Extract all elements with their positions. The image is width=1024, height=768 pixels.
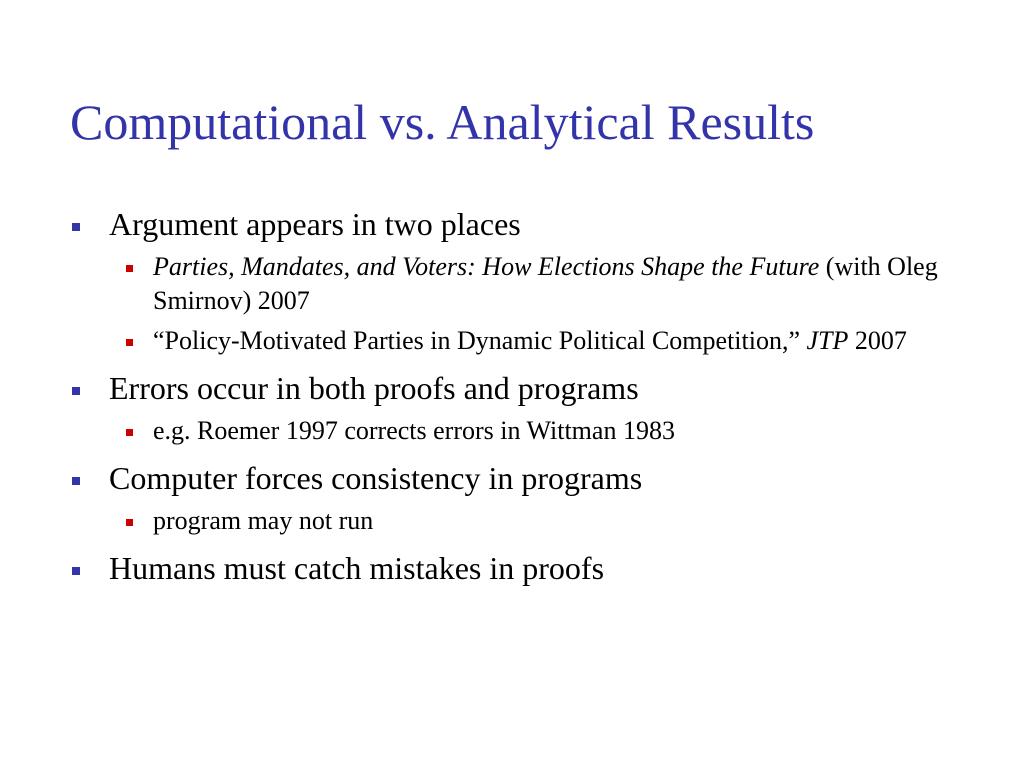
square-bullet-icon [126, 265, 133, 272]
citation-detail: (with Oleg Smirnov) 2007 [153, 252, 938, 315]
bullet-item [70, 458, 970, 538]
bullet-list [70, 204, 970, 588]
bullet-item [70, 204, 970, 358]
sub-bullet-text [153, 326, 907, 355]
bullet-text: Computer forces consistency in programs [109, 460, 643, 496]
sub-bullet-text [153, 252, 938, 315]
journal-name: JTP [806, 326, 849, 355]
sub-bullet [153, 324, 953, 358]
bullet-level1 [70, 204, 970, 244]
article-title: “Policy-Motivated Parties in Dynamic Political Competition,” [153, 326, 807, 355]
slide-title: Computational vs. Analytical Results [70, 94, 815, 150]
bullet-text: Errors occur in both proofs and programs [109, 370, 639, 406]
bullet-level1 [70, 368, 970, 408]
bullet-text: Humans must catch mistakes in proofs [109, 550, 605, 586]
bullet-level1 [70, 458, 970, 498]
sub-bullet [153, 250, 953, 318]
book-title: Parties, Mandates, and Voters: How Elections Shape the Future [153, 252, 820, 281]
bullet-text: Argument appears in two places [109, 206, 521, 242]
square-bullet-icon [72, 477, 80, 485]
sub-bullet [153, 414, 953, 448]
square-bullet-icon [72, 387, 80, 395]
sub-bullet-text: e.g. Roemer 1997 corrects errors in Wittman 1983 [153, 416, 675, 445]
square-bullet-icon [126, 429, 133, 436]
bullet-item [70, 368, 970, 448]
square-bullet-icon [126, 339, 133, 346]
square-bullet-icon [72, 567, 80, 575]
sub-bullet [153, 504, 953, 538]
sub-bullet-text: program may not run [153, 506, 374, 535]
bullet-item [70, 548, 970, 588]
square-bullet-icon [72, 223, 80, 231]
citation-year: 2007 [848, 326, 907, 355]
square-bullet-icon [126, 519, 133, 526]
bullet-level1 [70, 548, 970, 588]
